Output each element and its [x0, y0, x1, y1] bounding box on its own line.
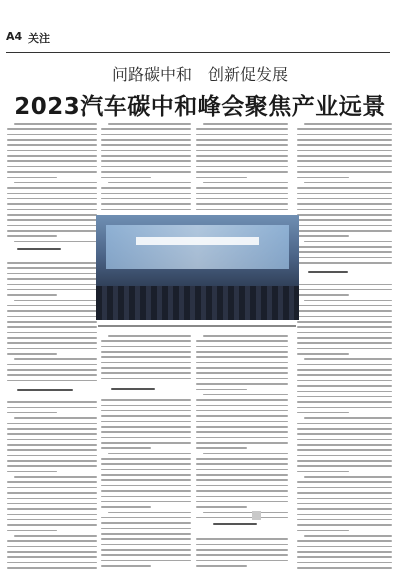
- body-text-line: [7, 193, 97, 195]
- body-text-line: [101, 479, 191, 481]
- body-text-line: [7, 337, 97, 339]
- body-text-line: [101, 346, 191, 348]
- body-text-line: [7, 380, 97, 382]
- body-text-line: [297, 326, 392, 328]
- body-text-line: [297, 407, 392, 409]
- body-text-line: [7, 160, 97, 162]
- body-text-line: [196, 496, 288, 498]
- body-text-line: [7, 267, 97, 269]
- body-text-line: [196, 479, 288, 481]
- body-text-line: [297, 374, 392, 376]
- body-text-line: [196, 405, 288, 407]
- body-text-line: [7, 150, 97, 152]
- body-text-line: [304, 182, 392, 184]
- body-text-line: [7, 134, 97, 136]
- body-text-line: [196, 346, 288, 348]
- body-text-line: [297, 562, 392, 564]
- body-text-line: [7, 214, 97, 216]
- body-text-line: [7, 465, 97, 467]
- body-text-line: [7, 498, 97, 500]
- body-text-line: [108, 453, 191, 455]
- body-text-line: [7, 209, 97, 211]
- body-text-line: [297, 177, 349, 179]
- body-text-line: [7, 187, 97, 189]
- body-text-line: [297, 193, 392, 195]
- body-text-line: [7, 273, 97, 275]
- subheading: [300, 268, 356, 282]
- body-text-line: [7, 225, 97, 227]
- body-text-line: [7, 316, 97, 318]
- body-text-line: [297, 498, 392, 500]
- body-text-line: [304, 535, 392, 537]
- body-text-line: [297, 128, 392, 130]
- section-number: A4: [6, 30, 23, 43]
- subheading-line: [17, 248, 61, 250]
- body-text-line: [101, 554, 191, 556]
- body-text-line: [196, 517, 288, 519]
- body-text-line: [7, 407, 97, 409]
- body-text-line: [297, 257, 392, 259]
- body-text-line: [304, 123, 392, 125]
- body-text-line: [297, 246, 392, 248]
- body-text-line: [7, 460, 97, 462]
- body-text-line: [196, 193, 288, 195]
- section-name: 关注: [28, 32, 50, 45]
- body-text-line: [196, 166, 288, 168]
- body-text-line: [101, 166, 191, 168]
- body-text-line: [196, 351, 288, 353]
- body-text-line: [196, 554, 288, 556]
- body-text-line: [297, 530, 349, 532]
- body-text-line: [7, 262, 97, 264]
- body-text-line: [297, 214, 392, 216]
- body-text-line: [7, 166, 97, 168]
- body-text-line: [7, 155, 97, 157]
- body-text-line: [297, 155, 392, 157]
- body-text-line: [297, 465, 392, 467]
- body-text-line: [297, 460, 392, 462]
- body-text-line: [196, 437, 288, 439]
- body-text-line: [297, 428, 392, 430]
- body-text-line: [101, 447, 151, 449]
- body-text-line: [7, 449, 97, 451]
- body-text-line: [196, 134, 288, 136]
- body-text-line: [196, 463, 288, 465]
- body-text-line: [203, 182, 288, 184]
- body-text-line: [297, 546, 392, 548]
- body-text-line: [101, 496, 191, 498]
- body-text-line: [297, 342, 392, 344]
- body-text-line: [297, 289, 392, 291]
- body-text-line: [7, 310, 97, 312]
- body-text-line: [7, 171, 97, 173]
- body-text-line: [7, 177, 57, 179]
- body-text-line: [196, 187, 288, 189]
- ai-icon: [252, 511, 261, 520]
- body-text-line: [101, 522, 191, 524]
- body-text-line: [7, 369, 97, 371]
- body-text-line: [297, 503, 392, 505]
- subheading: [205, 520, 265, 534]
- body-text-line: [297, 321, 392, 323]
- body-text-line: [7, 278, 97, 280]
- body-text-line: [101, 155, 191, 157]
- body-text-line: [7, 487, 97, 489]
- subheading-line: [111, 388, 155, 390]
- body-text-line: [14, 182, 97, 184]
- body-text-line: [196, 139, 288, 141]
- body-text-line: [196, 474, 288, 476]
- body-text-line: [7, 348, 97, 350]
- subheading: [9, 245, 69, 259]
- body-text-line: [297, 251, 392, 253]
- body-text-line: [196, 383, 288, 385]
- body-text-line: [101, 171, 191, 173]
- body-text-line: [196, 501, 288, 503]
- body-text-line: [203, 394, 288, 396]
- body-text-line: [297, 230, 392, 232]
- body-text-line: [101, 426, 191, 428]
- body-text-line: [203, 335, 288, 337]
- body-text-line: [297, 150, 392, 152]
- subheading: [103, 385, 163, 399]
- body-text-line: [297, 556, 392, 558]
- body-text-line: [7, 551, 97, 553]
- body-text-line: [7, 412, 57, 414]
- body-text-line: [196, 209, 288, 211]
- body-text-line: [101, 340, 191, 342]
- header-rule: [6, 52, 390, 53]
- body-text-line: [7, 471, 57, 473]
- body-text-line: [7, 332, 97, 334]
- body-text-line: [101, 501, 191, 503]
- body-text-line: [101, 367, 191, 369]
- subheading-line: [213, 523, 257, 525]
- body-text-line: [101, 538, 191, 540]
- body-text-line: [297, 455, 392, 457]
- body-text-line: [101, 485, 191, 487]
- body-text-line: [7, 508, 97, 510]
- body-text-line: [196, 150, 288, 152]
- body-text-line: [7, 492, 97, 494]
- stage-backdrop: [106, 225, 289, 269]
- body-text-line: [7, 540, 97, 542]
- body-text-line: [297, 514, 392, 516]
- subheading: [9, 386, 81, 400]
- body-text-line: [7, 439, 97, 441]
- body-text-line: [7, 139, 97, 141]
- body-text-line: [196, 565, 247, 567]
- body-text-line: [304, 476, 392, 478]
- body-text-line: [101, 128, 191, 130]
- body-text-line: [101, 442, 191, 444]
- body-text-line: [7, 235, 57, 237]
- body-text-line: [7, 203, 97, 205]
- body-text-line: [196, 362, 288, 364]
- body-text-line: [7, 342, 97, 344]
- body-text-line: [101, 362, 191, 364]
- body-text-line: [297, 144, 392, 146]
- body-text-line: [297, 449, 392, 451]
- body-text-line: [7, 428, 97, 430]
- subheading-line: [308, 271, 348, 273]
- body-text-line: [7, 305, 97, 307]
- body-text-line: [203, 512, 288, 514]
- caption-text-line: [98, 325, 296, 327]
- body-text-line: [101, 150, 191, 152]
- body-text-line: [14, 476, 97, 478]
- body-text-line: [297, 551, 392, 553]
- body-text-line: [14, 300, 97, 302]
- body-text-line: [297, 492, 392, 494]
- body-text-line: [101, 203, 191, 205]
- body-text-line: [203, 123, 288, 125]
- body-text-line: [14, 241, 97, 243]
- body-text-line: [101, 458, 191, 460]
- body-text-line: [297, 262, 392, 264]
- body-text-line: [7, 433, 97, 435]
- body-text-line: [101, 187, 191, 189]
- body-text-line: [7, 546, 97, 548]
- body-text-line: [7, 562, 97, 564]
- body-text-line: [297, 225, 392, 227]
- body-text-line: [196, 544, 288, 546]
- body-text-line: [196, 549, 288, 551]
- body-text-line: [297, 508, 392, 510]
- body-text-line: [297, 444, 392, 446]
- body-text-line: [101, 544, 191, 546]
- body-text-line: [101, 415, 191, 417]
- body-text-line: [297, 380, 392, 382]
- body-text-line: [101, 506, 151, 508]
- body-text-line: [203, 453, 288, 455]
- body-text-line: [297, 139, 392, 141]
- body-text-line: [196, 458, 288, 460]
- body-text-line: [297, 219, 392, 221]
- body-text-line: [101, 474, 191, 476]
- body-text-line: [101, 405, 191, 407]
- body-text-line: [108, 123, 191, 125]
- body-text-line: [297, 439, 392, 441]
- body-text-line: [7, 198, 97, 200]
- body-text-line: [297, 412, 349, 414]
- body-text-line: [7, 503, 97, 505]
- body-text-line: [101, 421, 191, 423]
- body-text-line: [196, 447, 247, 449]
- audience: [96, 286, 299, 320]
- body-text-line: [101, 209, 191, 211]
- body-text-line: [297, 364, 392, 366]
- body-text-line: [7, 353, 57, 355]
- body-text-line: [101, 437, 191, 439]
- body-text-line: [297, 353, 349, 355]
- body-text-line: [7, 230, 97, 232]
- body-text-line: [297, 396, 392, 398]
- body-text-line: [297, 235, 349, 237]
- body-text-line: [196, 389, 247, 391]
- body-text-line: [101, 160, 191, 162]
- body-text-line: [297, 540, 392, 542]
- article-photo: [96, 215, 299, 320]
- body-text-line: [297, 487, 392, 489]
- body-text-line: [7, 401, 97, 403]
- body-text-line: [7, 128, 97, 130]
- body-text-line: [101, 351, 191, 353]
- body-text-line: [7, 219, 97, 221]
- body-text-line: [297, 209, 392, 211]
- body-text-line: [196, 177, 247, 179]
- body-text-line: [101, 134, 191, 136]
- body-text-line: [297, 171, 392, 173]
- body-text-line: [196, 421, 288, 423]
- body-text-line: [304, 358, 392, 360]
- body-text-line: [101, 177, 151, 179]
- body-text-line: [196, 198, 288, 200]
- body-text-line: [7, 524, 97, 526]
- body-text-line: [7, 567, 97, 569]
- body-text-line: [196, 144, 288, 146]
- body-text-line: [297, 481, 392, 483]
- body-text-line: [297, 305, 392, 307]
- body-text-line: [7, 289, 97, 291]
- body-text-line: [7, 326, 97, 328]
- body-text-line: [14, 535, 97, 537]
- body-text-line: [196, 442, 288, 444]
- body-text-line: [297, 198, 392, 200]
- body-text-line: [108, 512, 191, 514]
- body-text-line: [7, 284, 97, 286]
- body-text-line: [196, 128, 288, 130]
- body-text-line: [297, 471, 349, 473]
- body-text-line: [14, 123, 97, 125]
- body-text-line: [101, 193, 191, 195]
- body-text-line: [7, 455, 97, 457]
- body-text-line: [101, 410, 191, 412]
- body-text-line: [7, 519, 97, 521]
- photo-caption: [96, 323, 299, 329]
- body-text-line: [101, 144, 191, 146]
- body-text-line: [7, 556, 97, 558]
- body-text-line: [101, 378, 191, 380]
- body-text-line: [101, 431, 191, 433]
- body-text-line: [196, 378, 288, 380]
- body-text-line: [304, 417, 392, 419]
- body-text-line: [101, 463, 191, 465]
- body-text-line: [101, 356, 191, 358]
- body-text-line: [297, 332, 392, 334]
- body-text-line: [7, 374, 97, 376]
- body-text-line: [297, 316, 392, 318]
- body-text-line: [297, 391, 392, 393]
- body-text-line: [297, 160, 392, 162]
- body-text-line: [7, 294, 57, 296]
- body-text-line: [101, 469, 191, 471]
- body-text-line: [196, 431, 288, 433]
- body-text-line: [7, 444, 97, 446]
- body-text-line: [196, 372, 288, 374]
- body-text-line: [7, 364, 97, 366]
- body-text-line: [297, 310, 392, 312]
- body-text-line: [101, 533, 191, 535]
- article-headline: 2023汽车碳中和峰会聚焦产业远景: [14, 94, 386, 120]
- body-text-line: [297, 187, 392, 189]
- body-text-line: [196, 367, 288, 369]
- body-text-line: [101, 372, 191, 374]
- body-text-line: [297, 567, 392, 569]
- body-text-line: [304, 300, 392, 302]
- body-text-line: [7, 423, 97, 425]
- body-text-line: [101, 517, 191, 519]
- body-text-line: [196, 340, 288, 342]
- body-text-line: [7, 144, 97, 146]
- body-text-line: [297, 348, 392, 350]
- body-text-line: [297, 524, 392, 526]
- body-text-line: [196, 399, 288, 401]
- body-text-line: [297, 134, 392, 136]
- body-text-line: [101, 528, 191, 530]
- body-text-line: [196, 560, 288, 562]
- body-text-line: [297, 166, 392, 168]
- article-kicker: 问路碳中和 创新促发展: [111, 65, 288, 84]
- body-text-line: [101, 198, 191, 200]
- body-text-line: [297, 203, 392, 205]
- body-text-line: [297, 423, 392, 425]
- body-text-line: [196, 155, 288, 157]
- body-text-line: [297, 433, 392, 435]
- body-text-line: [297, 294, 349, 296]
- body-text-line: [196, 415, 288, 417]
- body-text-line: [196, 485, 288, 487]
- body-text-line: [196, 490, 288, 492]
- body-text-line: [101, 139, 191, 141]
- body-text-line: [297, 385, 392, 387]
- body-text-line: [101, 490, 191, 492]
- body-text-line: [304, 241, 392, 243]
- body-text-line: [196, 410, 288, 412]
- page-header: [6, 22, 396, 55]
- body-text-line: [108, 182, 191, 184]
- body-text-line: [7, 514, 97, 516]
- body-text-line: [297, 284, 392, 286]
- body-text-line: [196, 356, 288, 358]
- body-text-line: [297, 369, 392, 371]
- body-text-line: [101, 399, 191, 401]
- body-text-line: [196, 506, 247, 508]
- body-text-line: [7, 481, 97, 483]
- body-text-line: [7, 321, 97, 323]
- body-text-line: [196, 160, 288, 162]
- body-text-line: [297, 401, 392, 403]
- body-text-line: [108, 335, 191, 337]
- body-text-line: [196, 469, 288, 471]
- body-text-line: [297, 337, 392, 339]
- body-text-line: [196, 426, 288, 428]
- stage-screen: [136, 237, 259, 245]
- body-text-line: [14, 417, 97, 419]
- subheading-line: [17, 389, 73, 391]
- body-text-line: [7, 530, 57, 532]
- body-text-line: [196, 538, 288, 540]
- body-text-line: [14, 358, 97, 360]
- body-text-line: [101, 549, 191, 551]
- body-text-line: [101, 565, 151, 567]
- body-text-line: [196, 203, 288, 205]
- body-text-line: [196, 171, 288, 173]
- body-text-line: [297, 519, 392, 521]
- body-text-line: [101, 560, 191, 562]
